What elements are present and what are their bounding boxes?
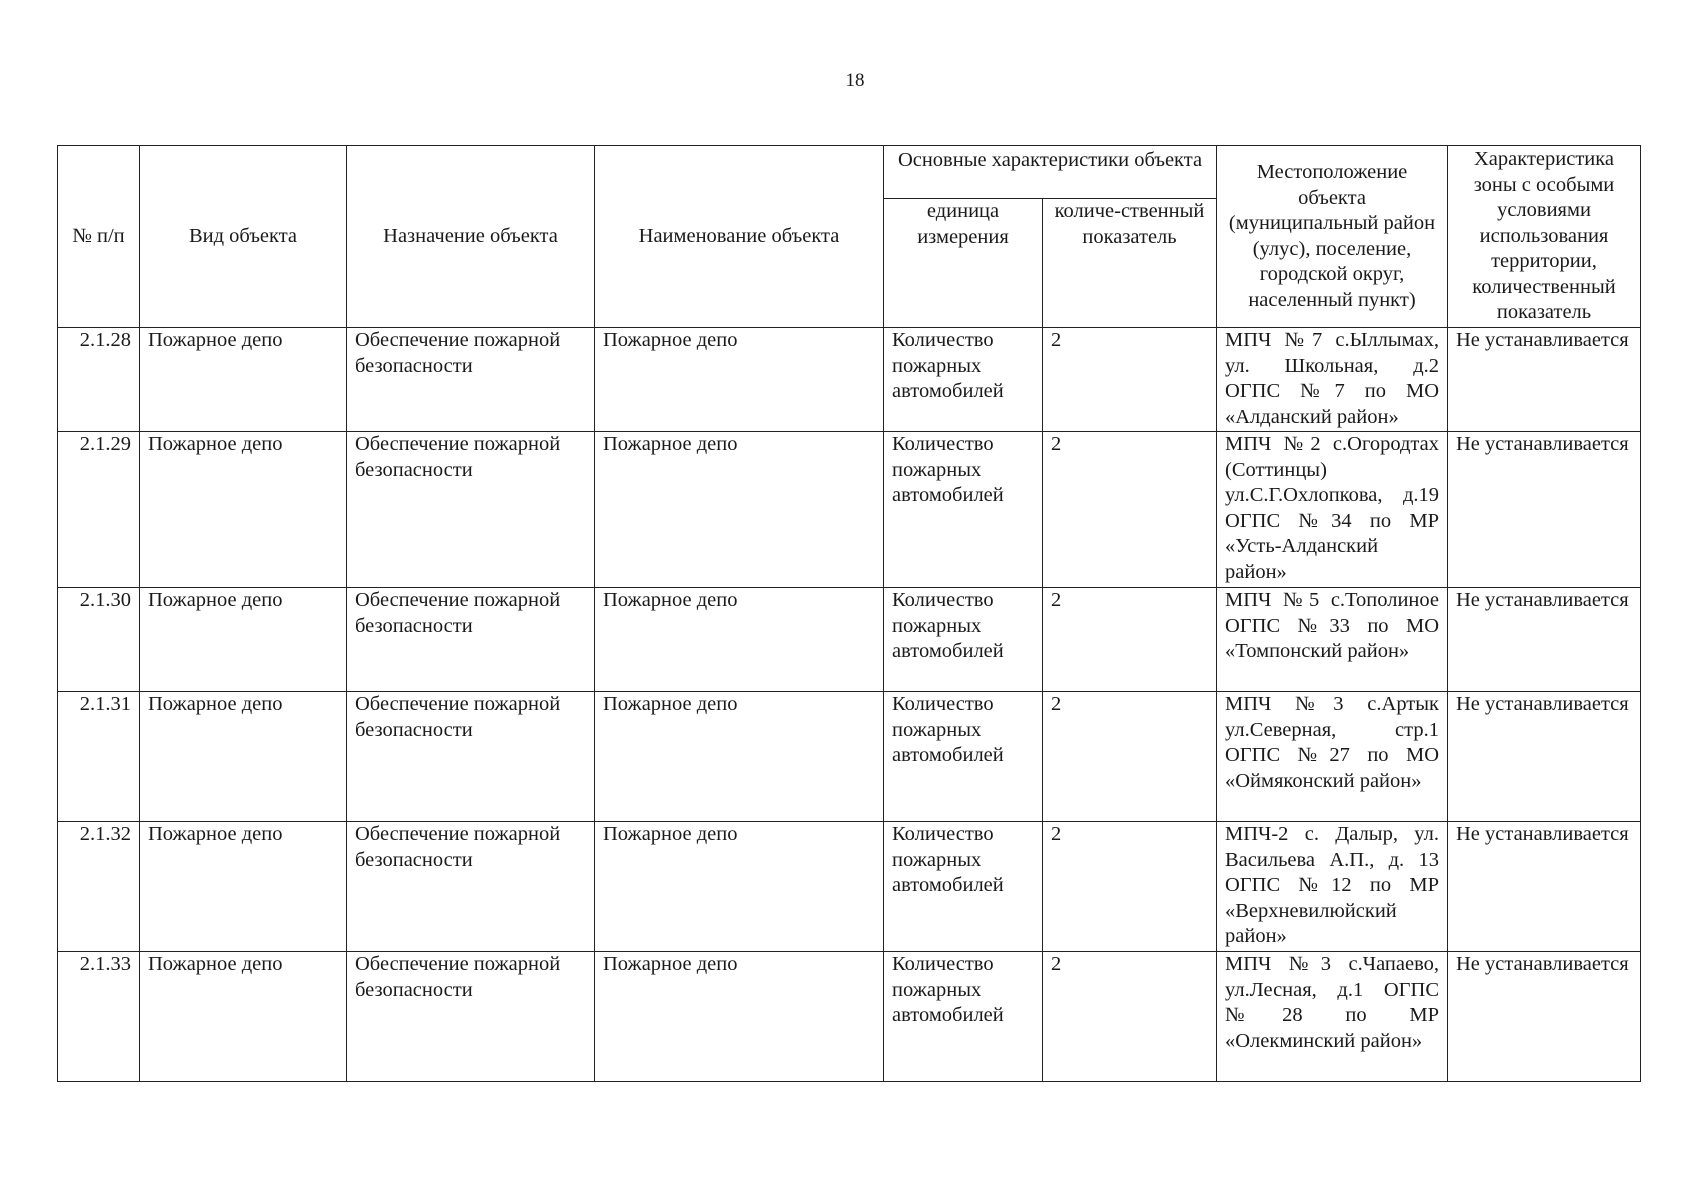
cell-name: Пожарное депо: [595, 952, 884, 1082]
cell-num: 2.1.30: [58, 588, 140, 692]
header-location: Местоположение объекта (муниципальный район (улус), поселение, городской округ, населенный пункт): [1217, 146, 1448, 328]
cell-name: Пожарное депо: [595, 328, 884, 432]
cell-type: Пожарное депо: [140, 692, 347, 822]
header-unit: единица измерения: [884, 199, 1043, 328]
cell-zone: Не устанавливается: [1448, 432, 1641, 588]
cell-num: 2.1.31: [58, 692, 140, 822]
cell-name: Пожарное депо: [595, 692, 884, 822]
cell-zone: Не устанавливается: [1448, 328, 1641, 432]
table-row: [58, 588, 1641, 692]
cell-zone: Не устанавливается: [1448, 952, 1641, 1082]
header-purpose: Назначение объекта: [347, 146, 595, 328]
cell-purpose: Обеспечение пожарной безопасности: [347, 692, 595, 822]
cell-quantity: 2: [1043, 822, 1217, 952]
cell-num: 2.1.32: [58, 822, 140, 952]
cell-type: Пожарное депо: [140, 432, 347, 588]
cell-purpose: Обеспечение пожарной безопасности: [347, 952, 595, 1082]
cell-quantity: 2: [1043, 588, 1217, 692]
page-number: 18: [845, 70, 865, 91]
cell-zone: Не устанавливается: [1448, 692, 1641, 822]
table-row: [58, 432, 1641, 588]
cell-unit: Количество пожарных автомобилей: [884, 328, 1043, 432]
cell-name: Пожарное депо: [595, 432, 884, 588]
cell-purpose: Обеспечение пожарной безопасности: [347, 432, 595, 588]
cell-purpose: Обеспечение пожарной безопасности: [347, 328, 595, 432]
header-num: № п/п: [58, 146, 140, 328]
header-characteristics: Основные характеристики объекта: [884, 146, 1217, 199]
cell-quantity: 2: [1043, 952, 1217, 1082]
cell-quantity: 2: [1043, 432, 1217, 588]
cell-location: МПЧ №2 с.Огородтах (Соттинцы) ул.С.Г.Охлопкова, д.19 ОГПС №34 по МР «Усть-Алданский район»: [1217, 432, 1448, 588]
cell-unit: Количество пожарных автомобилей: [884, 952, 1043, 1082]
header-zone: Характеристика зоны с особыми условиями использования территории, количественный показатель: [1448, 146, 1641, 328]
cell-location: МПЧ-2 с. Далыр, ул. Васильева А.П., д. 13 ОГПС №12 по МР «Верхневилюйский район»: [1217, 822, 1448, 952]
table-row: [58, 328, 1641, 432]
cell-type: Пожарное депо: [140, 328, 347, 432]
cell-num: 2.1.28: [58, 328, 140, 432]
cell-unit: Количество пожарных автомобилей: [884, 432, 1043, 588]
header-quantity: количе-ственный показатель: [1043, 199, 1217, 328]
table-row: [58, 692, 1641, 822]
cell-purpose: Обеспечение пожарной безопасности: [347, 822, 595, 952]
cell-num: 2.1.33: [58, 952, 140, 1082]
cell-type: Пожарное депо: [140, 952, 347, 1082]
table-body: [58, 328, 1641, 1082]
cell-unit: Количество пожарных автомобилей: [884, 822, 1043, 952]
cell-type: Пожарное депо: [140, 822, 347, 952]
cell-unit: Количество пожарных автомобилей: [884, 588, 1043, 692]
cell-name: Пожарное депо: [595, 588, 884, 692]
cell-location: МПЧ №7 с.Ыллымах, ул. Школьная, д.2 ОГПС №7 по МО «Алданский район»: [1217, 328, 1448, 432]
table-row: [58, 952, 1641, 1082]
cell-num: 2.1.29: [58, 432, 140, 588]
cell-type: Пожарное депо: [140, 588, 347, 692]
cell-location: МПЧ №3 с.Артык ул.Северная, стр.1 ОГПС №27 по МО «Оймяконский район»: [1217, 692, 1448, 822]
cell-purpose: Обеспечение пожарной безопасности: [347, 588, 595, 692]
cell-quantity: 2: [1043, 328, 1217, 432]
cell-zone: Не устанавливается: [1448, 588, 1641, 692]
cell-zone: Не устанавливается: [1448, 822, 1641, 952]
objects-table: [57, 145, 1641, 1082]
cell-unit: Количество пожарных автомобилей: [884, 692, 1043, 822]
header-name: Наименование объекта: [595, 146, 884, 328]
table-row: [58, 822, 1641, 952]
cell-location: МПЧ №5 с.Тополиное ОГПС №33 по МО «Томпонский район»: [1217, 588, 1448, 692]
cell-name: Пожарное депо: [595, 822, 884, 952]
cell-location: МПЧ №3 с.Чапаево, ул.Лесная, д.1 ОГПС №28 по МР «Олекминский район»: [1217, 952, 1448, 1082]
header-type: Вид объекта: [140, 146, 347, 328]
table-header: [58, 146, 1641, 328]
cell-quantity: 2: [1043, 692, 1217, 822]
